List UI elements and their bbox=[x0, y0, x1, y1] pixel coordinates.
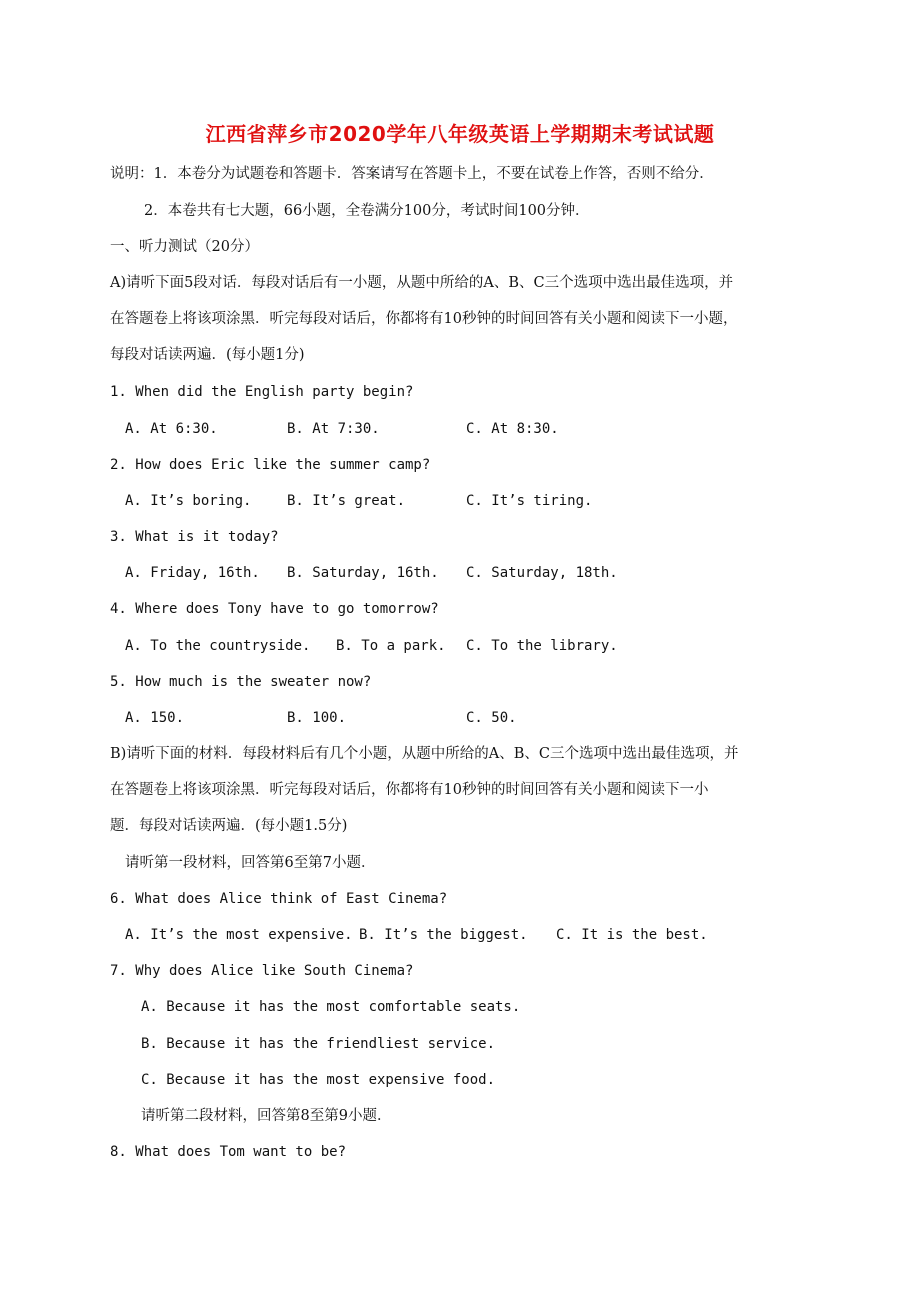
partA-instruction-1: A)请听下面5段对话．每段对话后有一小题，从题中所给的A、B、C三个选项中选出最佳选项，并 bbox=[110, 275, 734, 291]
q4-option-b: B. To a park. bbox=[336, 638, 446, 654]
q5-option-b: B. 100. bbox=[287, 710, 347, 726]
question-1: 1. When did the English party begin? bbox=[110, 384, 414, 400]
partB-instruction-3: 题．每段对话读两遍．(每小题1.5分) bbox=[110, 818, 348, 834]
partB-intro-1: 请听第一段材料，回答第6至第7小题． bbox=[125, 855, 376, 871]
q1-option-b: B. At 7:30. bbox=[287, 421, 380, 437]
partA-instruction-2: 在答题卷上将该项涂黑．听完每段对话后，你都将有10秒钟的时间回答有关小题和阅读下一小题， bbox=[110, 311, 738, 327]
page-title: 江西省萍乡市2020学年八年级英语上学期期末考试试题 bbox=[205, 122, 715, 146]
section-heading: 一、听力测试（20分） bbox=[110, 239, 259, 255]
q4-option-c: C. To the library. bbox=[466, 638, 618, 654]
q7-option-a: A. Because it has the most comfortable seats. bbox=[141, 999, 521, 1015]
note-line-1: 说明：1．本卷分为试题卷和答题卡．答案请写在答题卡上，不要在试卷上作答，否则不给分． bbox=[110, 166, 714, 182]
q3-option-a: A. Friday, 16th. bbox=[125, 565, 260, 581]
question-6: 6. What does Alice think of East Cinema? bbox=[110, 891, 448, 907]
partB-instruction-2: 在答题卷上将该项涂黑．听完每段对话后，你都将有10秒钟的时间回答有关小题和阅读下一小 bbox=[110, 782, 709, 798]
note-line-2: 2．本卷共有七大题，66小题，全卷满分100分，考试时间100分钟． bbox=[144, 203, 590, 219]
partA-instruction-3: 每段对话读两遍．(每小题1分) bbox=[110, 347, 305, 363]
q4-option-a: A. To the countryside. bbox=[125, 638, 311, 654]
q7-option-b: B. Because it has the friendliest service. bbox=[141, 1036, 496, 1052]
q3-option-c: C. Saturday, 18th. bbox=[466, 565, 618, 581]
q6-option-a: A. It’s the most expensive. bbox=[125, 927, 353, 943]
q2-option-b: B. It’s great. bbox=[287, 493, 406, 509]
q2-option-a: A. It’s boring. bbox=[125, 493, 252, 509]
q2-option-c: C. It’s tiring. bbox=[466, 493, 593, 509]
question-8: 8. What does Tom want to be? bbox=[110, 1144, 347, 1160]
partB-instruction-1: B)请听下面的材料．每段材料后有几个小题，从题中所给的A、B、C三个选项中选出最佳选项，并 bbox=[110, 746, 739, 762]
partB-intro-2: 请听第二段材料，回答第8至第9小题． bbox=[141, 1108, 392, 1124]
question-2: 2. How does Eric like the summer camp? bbox=[110, 457, 431, 473]
q5-option-c: C. 50. bbox=[466, 710, 517, 726]
q6-option-c: C. It is the best. bbox=[556, 927, 708, 943]
question-4: 4. Where does Tony have to go tomorrow? bbox=[110, 601, 439, 617]
question-7: 7. Why does Alice like South Cinema? bbox=[110, 963, 414, 979]
q3-option-b: B. Saturday, 16th. bbox=[287, 565, 439, 581]
question-5: 5. How much is the sweater now? bbox=[110, 674, 372, 690]
q1-option-c: C. At 8:30. bbox=[466, 421, 559, 437]
q7-option-c: C. Because it has the most expensive food. bbox=[141, 1072, 496, 1088]
q1-option-a: A. At 6:30. bbox=[125, 421, 218, 437]
question-3: 3. What is it today? bbox=[110, 529, 279, 545]
q6-option-b: B. It’s the biggest. bbox=[359, 927, 528, 943]
q5-option-a: A. 150. bbox=[125, 710, 185, 726]
